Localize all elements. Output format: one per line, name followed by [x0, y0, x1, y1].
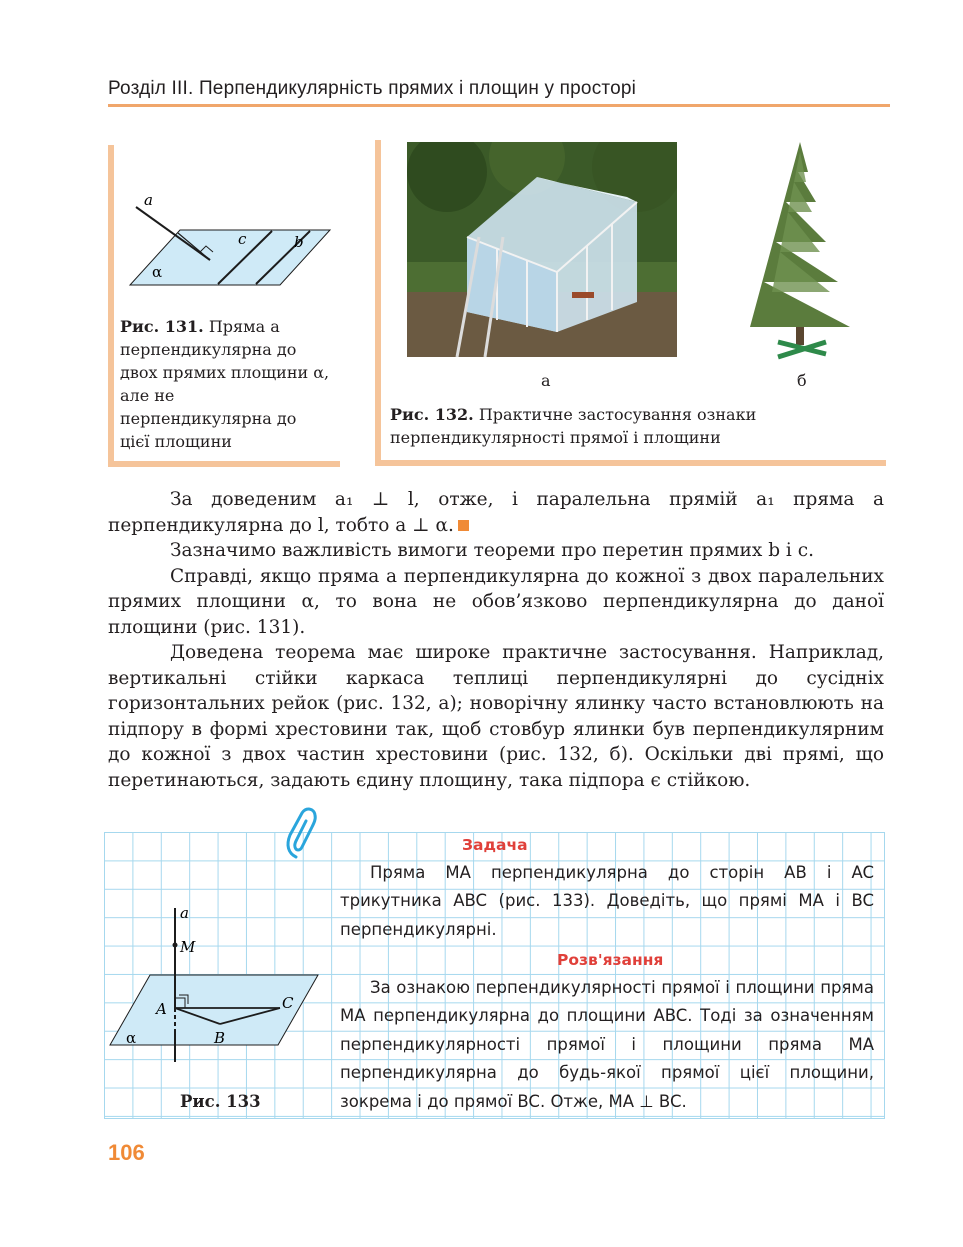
- fig132-caption-text: Практичне застосування ознаки перпендикулярності прямої і площини: [390, 405, 757, 447]
- fig131-caption-text: Пряма a перпендикулярна до двох прямих площини α, але не перпендикулярна до цієї площини: [120, 317, 330, 451]
- task-text: [340, 859, 874, 944]
- fig133-label-alpha: α: [126, 1029, 137, 1047]
- task-heading: Задача: [462, 836, 528, 854]
- end-of-proof-icon: [458, 520, 469, 531]
- solution-text: [340, 974, 874, 1116]
- fig133-label-b: B: [214, 1029, 226, 1047]
- fig133-label-m: M: [180, 938, 196, 956]
- paragraph-1: За доведеним a₁ ⊥ l, отже, і паралельна прямій a₁ пряма a перпендикулярна до l, тобто a ⊥ α.: [108, 489, 884, 536]
- fig132-caption-number: Рис. 132.: [390, 405, 474, 424]
- fig132-sublabel-b: б: [797, 371, 807, 390]
- body-text: [108, 487, 884, 793]
- task-statement: Пряма MA перпендикулярна до сторін AB і AC трикутника ABC (рис. 133). Доведіть, що прямі MA і BC перпендикулярні.: [340, 863, 874, 939]
- label-b: b: [294, 233, 304, 251]
- fig133-label-a: a: [180, 904, 189, 922]
- solution-statement: За ознакою перпендикулярності прямої і площини пряма MA перпендикулярна до площини ABC. Тоді за означенням перпендикулярності прямої і площини пряма MA перпендикулярна до будь-якої прямої цієї площини, зокрема і до прямої BC. Отже, MA ⊥ BC.: [340, 978, 874, 1111]
- fig133-diagram: [108, 900, 328, 1065]
- fig131-caption-number: Рис. 131.: [120, 317, 204, 336]
- fig133-label-c: C: [282, 994, 294, 1012]
- running-header: [108, 76, 890, 107]
- fig131-caption: [120, 315, 330, 453]
- label-c: c: [238, 230, 247, 248]
- label-alpha: α: [152, 263, 163, 281]
- paragraph-4: Доведена теорема має широке практичне застосування. Наприклад, вертикальні стійки каркаса теплиці перпендикулярні до сусідніх горизонтальних рейок (рис. 132, а); новорічну ялинку часто встановлюють на підпору в формі хрестовини так, щоб стовбур ялинки був перпендикулярним до кожної з двох частин хрестовини (рис. 132, б). Оскільки дві прямі, що перетинаються, задають єдину площину, така підпора є стійкою.: [108, 642, 884, 791]
- solution-heading: Розв'язання: [557, 951, 664, 969]
- fig133-caption: Рис. 133: [180, 1092, 261, 1111]
- label-a: a: [144, 191, 153, 209]
- page-number: 106: [108, 1140, 145, 1165]
- christmas-tree-photo: [738, 142, 863, 362]
- fig132-sublabel-a: а: [541, 371, 551, 390]
- paragraph-2: Зазначимо важливість вимоги теореми про перетин прямих b і c.: [170, 540, 814, 561]
- point-m: [173, 943, 178, 948]
- fig131-diagram: [120, 185, 340, 295]
- fig133-label-a-point: A: [156, 1000, 167, 1018]
- paragraph-3: Справді, якщо пряма a перпендикулярна до кожної з двох паралельних прямих площини α, то вона не обов’язково перпендикулярна до даної площини (рис. 131).: [108, 565, 884, 638]
- fig132-caption: [390, 403, 880, 449]
- paperclip-icon: [282, 805, 322, 865]
- greenhouse-photo: [407, 142, 677, 357]
- header-title: Розділ ІІІ. Перпендикулярність прямих і площин у просторі: [108, 78, 637, 99]
